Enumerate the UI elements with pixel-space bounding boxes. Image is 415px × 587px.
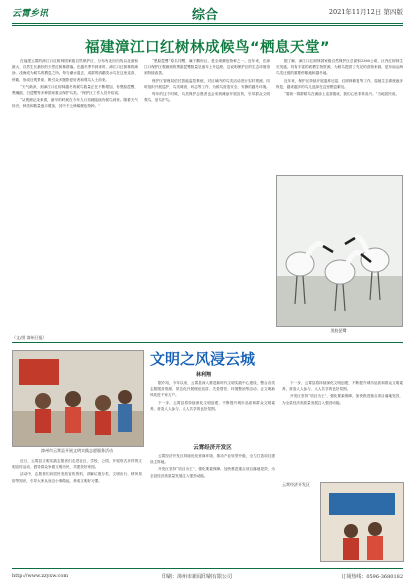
paragraph: 每年的这个时候，鸟类保护志愿者也会来到滩涂开展宣传，引导群众文明观鸟、爱鸟护鸟。: [144, 92, 270, 103]
article2-column-right: [282, 380, 403, 476]
publication-name: 云霄乡讯: [12, 9, 49, 19]
paragraph: 据了解，漳江口红树林国家级自然保护区总面积2360公顷，区内红树林生长茂盛，具有丰富的底栖生物资源，为候鸟提供了充足的食物来源，是东南沿海鸟类迁徙的重要停歇地和越冬地。: [276, 59, 403, 76]
spoonbill-illustration: [277, 176, 402, 326]
paragraph: “天气渐凉，到漳江口红树林越冬的候鸟数量正在不断增加，有黑脸琵鹭、黑嘴鸥、白琵鹭等多种国家重点保护鸟类。”保护区工作人员介绍说。: [12, 84, 138, 96]
page-footer: [12, 572, 403, 582]
section-divider: [12, 342, 403, 343]
article2-title: 文明之风浸云城: [150, 350, 256, 368]
paragraph: 近年来，保护区持续开展退养还湿、红树林修复等工作，湿地生态系统逐步恢复，越来越多的鸟儿选择在这里栖息繁衍。: [276, 78, 403, 89]
paragraph: 据介绍，今年以来，云霄县深入推进新时代文明实践中心建设，整合各类志愿服务资源，常态化开展理论宣讲、关爱帮扶、环境整治等活动，让文明新风吹进千家万户。: [150, 381, 275, 398]
footer-website: http://www.zzyxw.com: [12, 573, 69, 579]
spoonbill-photo: [276, 175, 403, 327]
paragraph: 活动中，志愿者们向居民发放宣传资料，讲解垃圾分类、文明出行、移风易俗等知识，引导大家从身边小事做起，养成文明好习惯。: [12, 472, 142, 483]
photo-caption: 黑脸琵鹭: [330, 328, 347, 333]
paragraph: 下一步，云霄县将持续深化文明创建，不断提升城市品质和群众文明素养，营造人人参与、人人共享的良好氛围。: [282, 381, 403, 392]
volunteer-photo: [12, 350, 144, 447]
footer-rule: [12, 568, 403, 569]
article2-column-lower: [150, 453, 275, 566]
article1-column-1: [12, 58, 138, 333]
footer-hotline: 订阅热线：0596-3680182: [341, 574, 403, 580]
article2-author: 林利翔: [196, 372, 212, 378]
paragraph: “从观测记录来看，最早的时候在今年九月初就陆续有候鸟到来。随着天气转冷，种类和数量逐月增加，其中不乏珍稀濒危物种。”: [12, 98, 138, 109]
photo-credit: （文/图 漳州日报）: [12, 335, 47, 340]
footer-printer: 印刷：漳州市新闻印刷有限公司: [162, 574, 233, 580]
paragraph: 保护区管理局依托智能监控系统，对区域内的鸟类活动进行实时观测，同时组织开展巡护、鸟类调查、环志等工作，为候鸟营造安全、安静的越冬环境。: [144, 78, 270, 89]
paragraph: “看到一群群候鸟在滩涂上觅食嬉戏，我们心里非常高兴。”当地居民说。: [284, 92, 400, 97]
development-zone-photo: [320, 482, 404, 562]
development-zone-caption: 云霄经济开发区: [282, 482, 310, 487]
section-title: 综合: [192, 8, 219, 23]
article1-column-2: [144, 58, 270, 333]
page-header: [12, 5, 403, 21]
paragraph: 开发区坚持“项目为王”，强化要素保障，加快推进重点项目落地见效，为全县经济高质量发展注入强劲动能。: [282, 394, 403, 405]
article2-column-middle: [150, 380, 275, 440]
header-rule: [12, 23, 403, 24]
article1-column-3: [276, 58, 403, 168]
paragraph: 云霄经济开发区持续优化营商环境，推动产业转型升级，全力打造项目建设主阵地。: [150, 454, 275, 465]
article2-column-left: [12, 458, 142, 566]
paragraph: 下一步，云霄县将持续深化文明创建，不断提升城市品质和群众文明素养，营造人人参与、人人共享的良好氛围。: [150, 400, 275, 411]
volunteer-illustration: [13, 351, 143, 446]
development-zone-illustration: [321, 483, 403, 561]
volunteer-photo-caption: 漳州市云霄县开展文明实践志愿服务活动: [41, 448, 113, 453]
main-headline: 福建漳江口红树林成候鸟“栖息天堂”: [84, 40, 331, 56]
paragraph: 近日，云霄县文明实践志愿者们走进社区、学校、公园，开展形式多样的文明宣传活动，倡导群众争做文明市民，共建美好家园。: [12, 459, 142, 470]
issue-date: 2021年11月12日 第四版: [328, 8, 403, 16]
paragraph: 在福建云霄的漳江口红树林国家级自然保护区，分布有北回归线以北面积最大、自然生长最好的天然红树林群落。在越冬季节到来时，漳江口红树林的滩涂、浅海成为候鸟的栖息之所。每当潮水退去，成群的鸻鹬类水鸟在这里觅食、停歇，形成壮观景象，吸引众多摄影爱好者和观鸟人士前来。: [12, 59, 138, 82]
paragraph: “黑脸琵鹭”原名冈鹭，属于鹳形目，是全球濒危物种之一。近年来，在漳江口保护区观测到的黑脸琵鹭数量呈逐年上升趋势，这说明保护区的生态环境得到持续改善。: [144, 59, 270, 76]
article2-subheading: 云霄经济开发区: [193, 445, 232, 451]
paragraph: 开发区坚持“项目为王”，强化要素保障，加快推进重点项目落地见效，为全县经济高质量发展注入强劲动能。: [150, 467, 275, 478]
header-rule-thin: [12, 25, 403, 26]
